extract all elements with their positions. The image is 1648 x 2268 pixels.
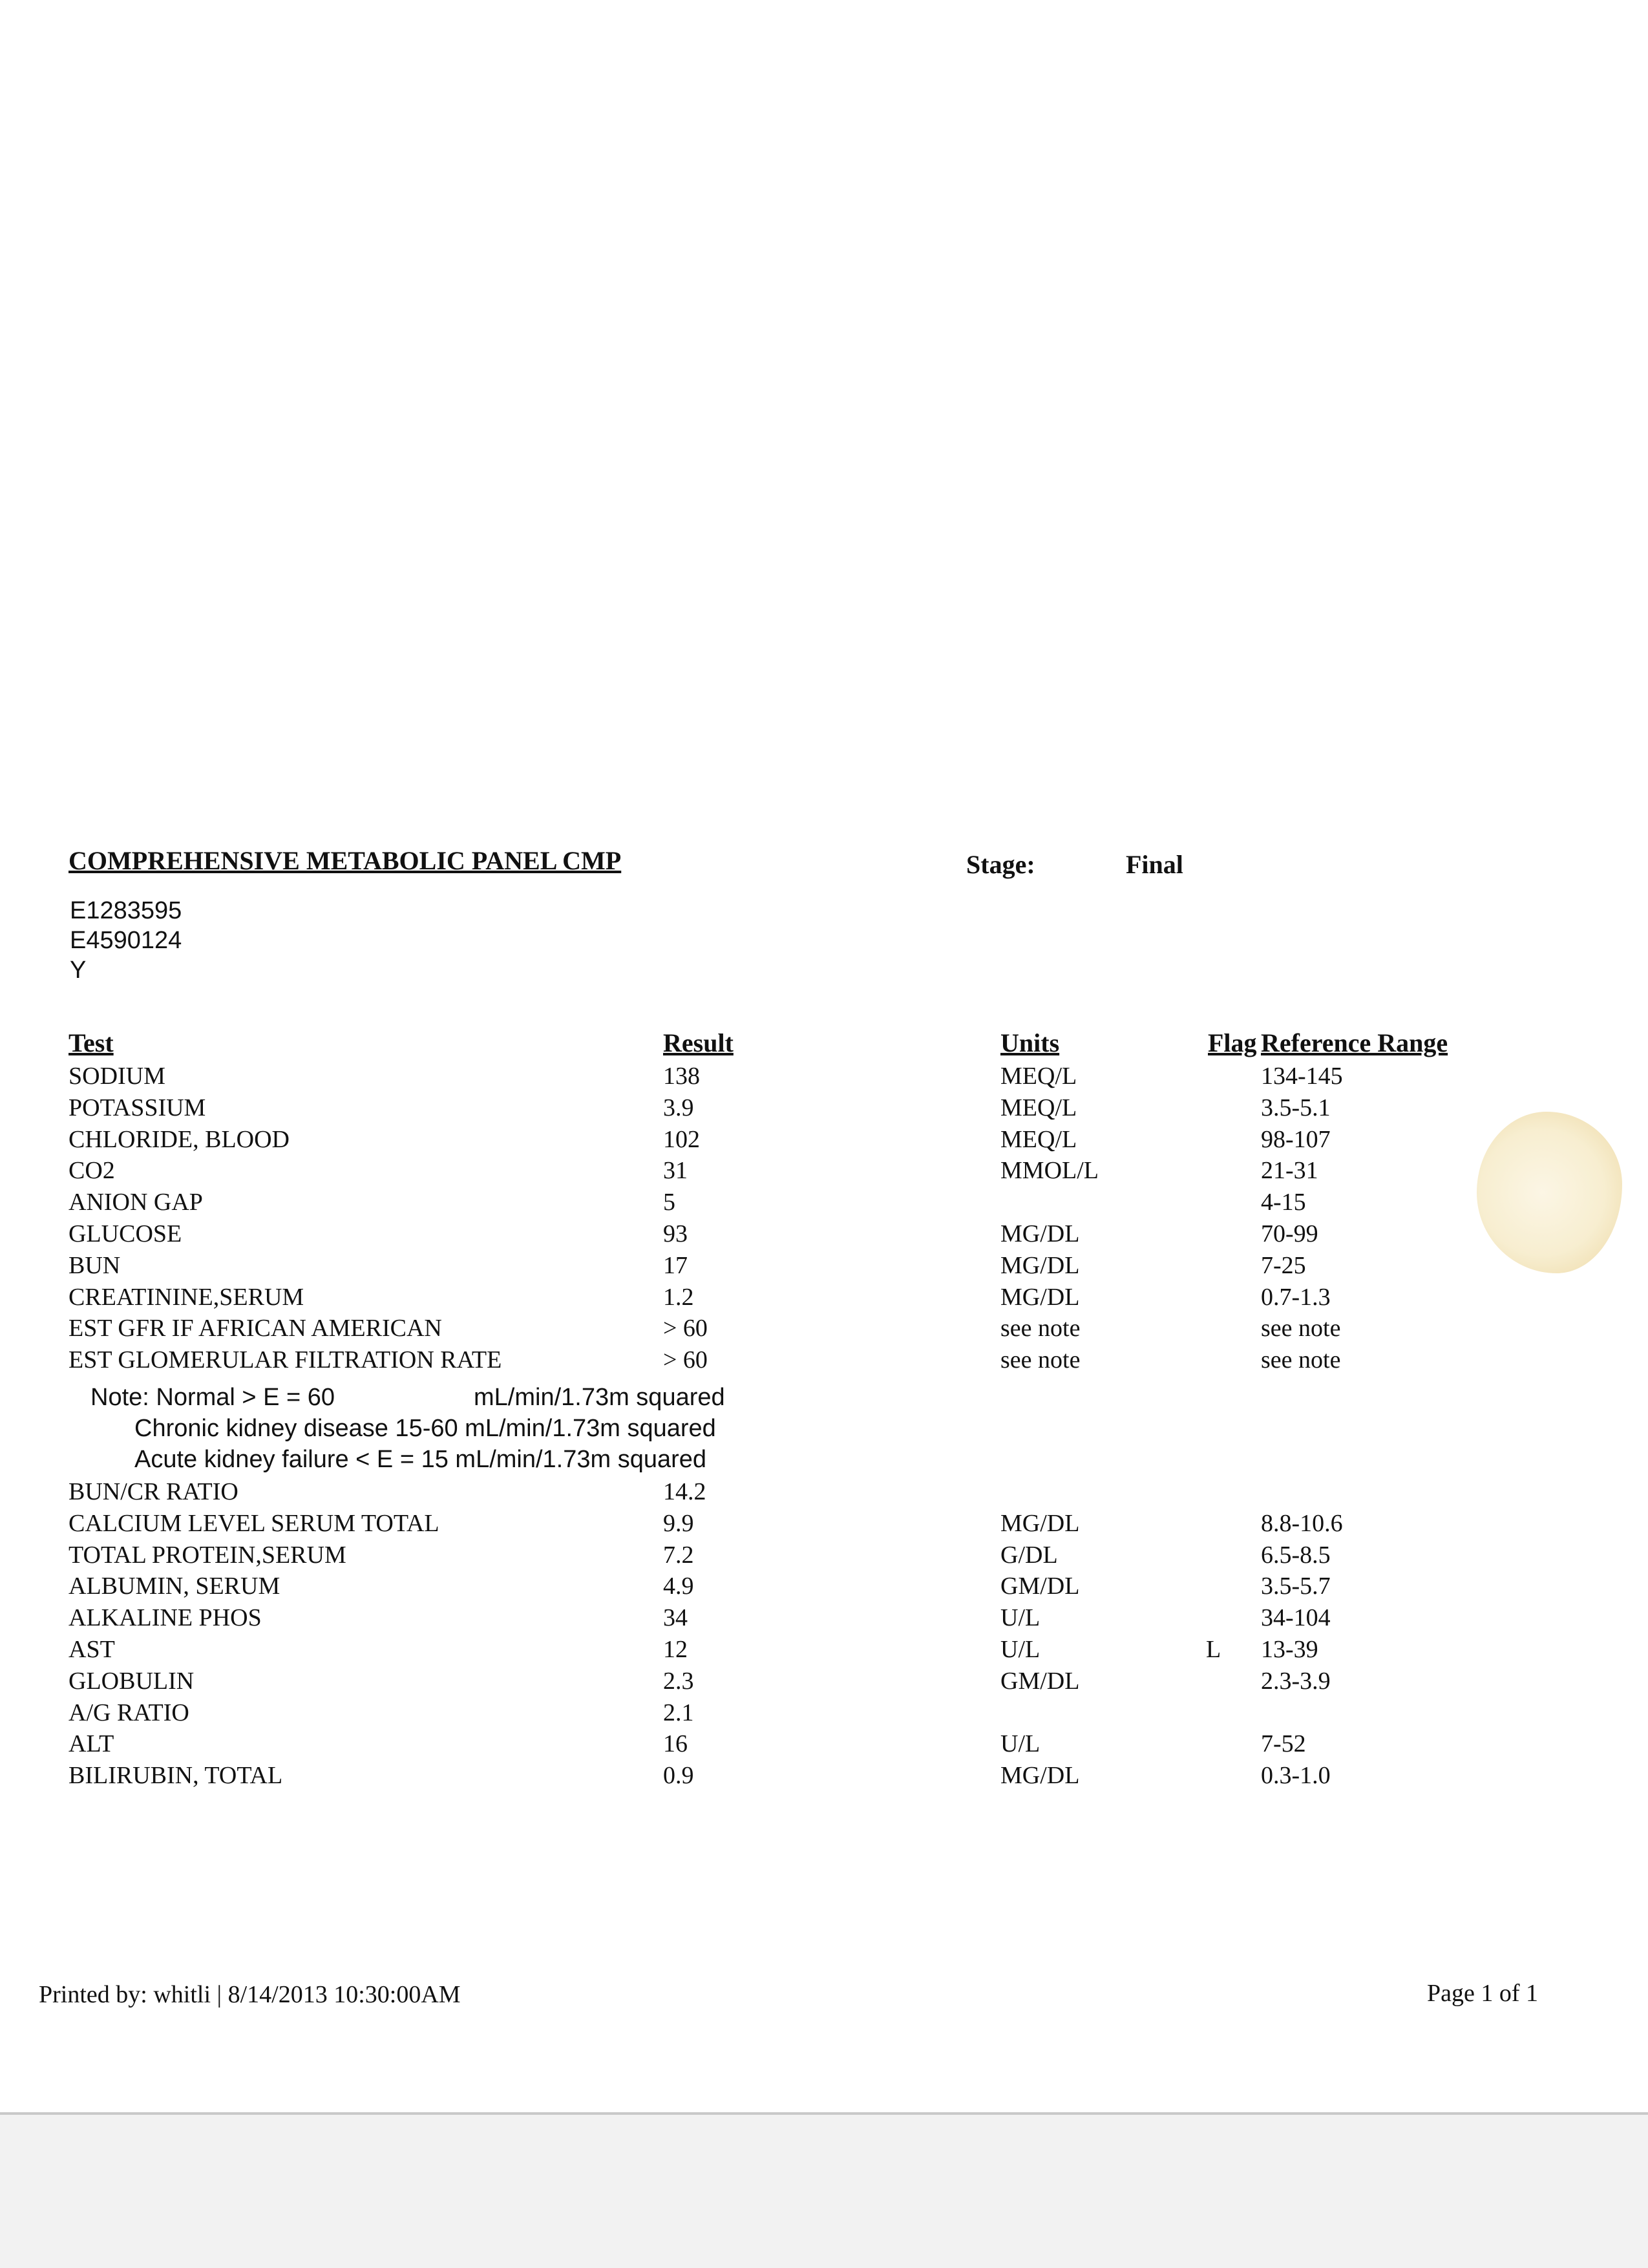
test-name: BILIRUBIN, TOTAL <box>69 1762 283 1790</box>
test-reference-range: 134-145 <box>1261 1063 1343 1090</box>
test-units: MG/DL <box>1000 1251 1080 1279</box>
test-result: 2.1 <box>663 1699 694 1726</box>
test-result: 2.3 <box>663 1667 694 1695</box>
test-name: EST GLOMERULAR FILTRATION RATE <box>69 1346 502 1374</box>
test-name: CHLORIDE, BLOOD <box>69 1125 290 1153</box>
test-result: 0.9 <box>663 1762 694 1790</box>
test-name: SODIUM <box>69 1063 165 1090</box>
test-reference-range: see note <box>1261 1315 1341 1342</box>
test-reference-range: 4-15 <box>1261 1189 1306 1216</box>
stage-value: Final <box>1126 850 1183 879</box>
table-row <box>0 1062 1648 1094</box>
table-row <box>0 1730 1648 1761</box>
test-reference-range: 6.5-8.5 <box>1261 1541 1331 1569</box>
identifier-line: E4590124 <box>70 927 182 954</box>
test-name: CO2 <box>69 1157 115 1185</box>
table-row <box>0 1541 1648 1573</box>
test-units: G/DL <box>1000 1541 1058 1569</box>
test-result: 7.2 <box>663 1541 694 1569</box>
table-row <box>0 1509 1648 1541</box>
test-units: see note <box>1000 1315 1081 1342</box>
test-reference-range: 70-99 <box>1261 1220 1318 1247</box>
identifier-line: E1283595 <box>70 897 182 924</box>
gfr-note-normal: Note: Normal > E = 60 <box>90 1384 335 1411</box>
test-result: 14.2 <box>663 1478 706 1505</box>
test-units: GM/DL <box>1000 1573 1080 1600</box>
table-row <box>0 1188 1648 1220</box>
test-name: EST GFR IF AFRICAN AMERICAN <box>69 1315 442 1342</box>
test-reference-range: 7-52 <box>1261 1730 1306 1758</box>
test-name: TOTAL PROTEIN,SERUM <box>69 1541 346 1569</box>
stage-label: Stage: <box>966 850 1035 879</box>
test-name: ALT <box>69 1730 114 1758</box>
test-result: 102 <box>663 1125 700 1153</box>
table-row <box>0 1699 1648 1730</box>
header-result: Result <box>663 1028 734 1057</box>
table-row <box>0 1346 1648 1377</box>
test-reference-range: see note <box>1261 1346 1341 1374</box>
test-result: 138 <box>663 1063 700 1090</box>
test-units: MMOL/L <box>1000 1157 1099 1185</box>
test-flag: L <box>1206 1636 1221 1663</box>
table-row <box>0 1478 1648 1509</box>
test-units: MG/DL <box>1000 1762 1080 1790</box>
test-name: BUN <box>69 1251 121 1279</box>
test-reference-range: 3.5-5.7 <box>1261 1573 1331 1600</box>
header-test: Test <box>69 1028 114 1057</box>
table-row <box>0 1667 1648 1699</box>
header-reference-range: Reference Range <box>1261 1028 1448 1057</box>
test-units: MG/DL <box>1000 1283 1080 1311</box>
table-row <box>0 1220 1648 1251</box>
test-reference-range: 8.8-10.6 <box>1261 1509 1343 1537</box>
test-reference-range: 21-31 <box>1261 1157 1318 1185</box>
header-units: Units <box>1000 1028 1060 1057</box>
test-reference-range: 0.7-1.3 <box>1261 1283 1331 1311</box>
page-number: Page 1 of 1 <box>1427 1980 1539 2007</box>
table-row <box>0 1251 1648 1283</box>
table-row <box>0 1156 1648 1188</box>
gfr-note-normal-units: mL/min/1.73m squared <box>474 1384 725 1411</box>
table-row <box>0 1314 1648 1346</box>
header-flag: Flag <box>1208 1028 1257 1057</box>
test-units: U/L <box>1000 1604 1041 1632</box>
test-result: > 60 <box>663 1346 708 1374</box>
test-reference-range: 7-25 <box>1261 1251 1306 1279</box>
test-reference-range: 2.3-3.9 <box>1261 1667 1331 1695</box>
test-reference-range: 13-39 <box>1261 1636 1318 1663</box>
test-result: 12 <box>663 1636 688 1663</box>
test-units: MEQ/L <box>1000 1125 1077 1153</box>
table-row <box>0 1283 1648 1315</box>
test-units: MG/DL <box>1000 1509 1080 1537</box>
test-name: POTASSIUM <box>69 1094 206 1121</box>
test-result: 4.9 <box>663 1573 694 1600</box>
table-row <box>0 1572 1648 1604</box>
test-name: A/G RATIO <box>69 1699 189 1726</box>
test-units: see note <box>1000 1346 1081 1374</box>
test-name: CREATININE,SERUM <box>69 1283 304 1311</box>
test-name: GLUCOSE <box>69 1220 182 1247</box>
test-reference-range: 0.3-1.0 <box>1261 1762 1331 1790</box>
test-units: U/L <box>1000 1636 1041 1663</box>
scan-background <box>0 2115 1648 2268</box>
test-units: MEQ/L <box>1000 1094 1077 1121</box>
test-name: ALBUMIN, SERUM <box>69 1573 280 1600</box>
test-name: CALCIUM LEVEL SERUM TOTAL <box>69 1509 439 1537</box>
test-reference-range: 3.5-5.1 <box>1261 1094 1331 1121</box>
test-reference-range: 34-104 <box>1261 1604 1331 1632</box>
identifier-line: Y <box>70 957 87 984</box>
test-result: 31 <box>663 1157 688 1185</box>
gfr-note-chronic: Chronic kidney disease 15-60 mL/min/1.73m squared <box>134 1415 716 1442</box>
test-result: 16 <box>663 1730 688 1758</box>
panel-title: COMPREHENSIVE METABOLIC PANEL CMP <box>69 846 622 875</box>
test-units: GM/DL <box>1000 1667 1080 1695</box>
test-result: > 60 <box>663 1315 708 1342</box>
table-row <box>0 1125 1648 1157</box>
test-name: ALKALINE PHOS <box>69 1604 262 1632</box>
test-result: 3.9 <box>663 1094 694 1121</box>
test-name: BUN/CR RATIO <box>69 1478 238 1505</box>
printed-by-footer: Printed by: whitli | 8/14/2013 10:30:00AM <box>39 1981 461 2008</box>
test-units: MEQ/L <box>1000 1063 1077 1090</box>
test-name: GLOBULIN <box>69 1667 195 1695</box>
test-result: 17 <box>663 1251 688 1279</box>
test-units: MG/DL <box>1000 1220 1080 1247</box>
table-row <box>0 1094 1648 1125</box>
test-result: 93 <box>663 1220 688 1247</box>
test-name: ANION GAP <box>69 1189 203 1216</box>
table-row <box>0 1635 1648 1667</box>
test-name: AST <box>69 1636 115 1663</box>
test-reference-range: 98-107 <box>1261 1125 1331 1153</box>
test-result: 34 <box>663 1604 688 1632</box>
test-result: 5 <box>663 1189 675 1216</box>
test-units: U/L <box>1000 1730 1041 1758</box>
test-result: 1.2 <box>663 1283 694 1311</box>
table-row <box>0 1604 1648 1635</box>
gfr-note-acute: Acute kidney failure < E = 15 mL/min/1.73m squared <box>134 1446 707 1473</box>
table-row <box>0 1761 1648 1793</box>
test-result: 9.9 <box>663 1509 694 1537</box>
